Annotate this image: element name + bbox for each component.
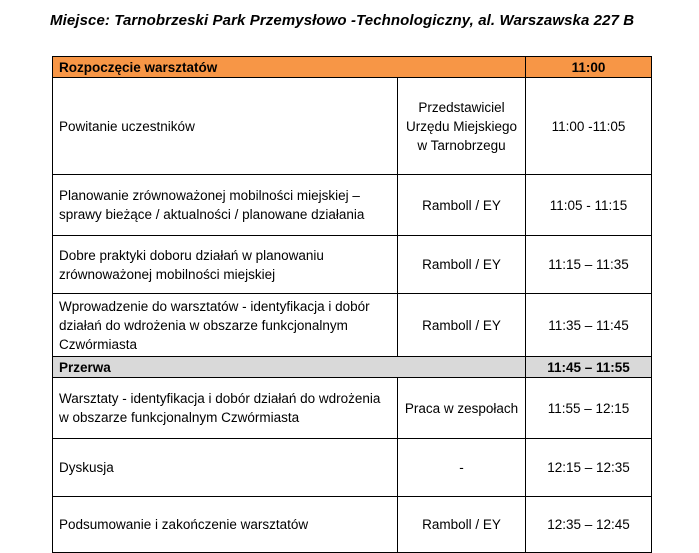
agenda-time: 12:35 – 12:45: [526, 497, 652, 553]
agenda-time: 11:55 – 12:15: [526, 378, 652, 439]
opening-row: [53, 57, 652, 78]
opening-label: Rozpoczęcie warsztatów: [53, 57, 526, 78]
agenda-topic: Podsumowanie i zakończenie warsztatów: [53, 497, 398, 553]
agenda-topic: Wprowadzenie do warsztatów - identyfikacja i dobór działań do wdrożenia w obszarze funkcjonalnym Czwórmiasta: [53, 294, 398, 357]
agenda-topic: Dobre praktyki doboru działań w planowaniu zrównoważonej mobilności miejskiej: [53, 236, 398, 294]
agenda-presenter: Ramboll / EY: [398, 175, 526, 236]
break-time: 11:45 – 11:55: [526, 357, 652, 378]
agenda-topic: Planowanie zrównoważonej mobilności miejskiej – sprawy bieżące / aktualności / planowane działania: [53, 175, 398, 236]
agenda-presenter: Przedstawiciel Urzędu Miejskiego w Tarnobrzegu: [398, 78, 526, 175]
agenda-presenter: Ramboll / EY: [398, 497, 526, 553]
agenda-time: 11:00 -11:05: [526, 78, 652, 175]
agenda-presenter: Ramboll / EY: [398, 294, 526, 357]
agenda-time: 11:15 – 11:35: [526, 236, 652, 294]
agenda-row: [53, 294, 652, 357]
agenda-table: [52, 56, 652, 553]
location-heading: Miejsce: Tarnobrzeski Park Przemysłowo -Technologiczny, al. Warszawska 227 B: [50, 12, 635, 29]
opening-time: 11:00: [526, 57, 652, 78]
agenda-topic: Warsztaty - identyfikacja i dobór działań do wdrożenia w obszarze funkcjonalnym Czwórmiasta: [53, 378, 398, 439]
break-label: Przerwa: [53, 357, 526, 378]
agenda-presenter: Ramboll / EY: [398, 236, 526, 294]
agenda-presenter: -: [398, 439, 526, 497]
agenda-topic: Powitanie uczestników: [53, 78, 398, 175]
agenda-row: [53, 78, 652, 175]
agenda-row: [53, 175, 652, 236]
agenda-time: 12:15 – 12:35: [526, 439, 652, 497]
break-row: [53, 357, 652, 378]
agenda-row: [53, 439, 652, 497]
agenda-row: [53, 378, 652, 439]
agenda-presenter: Praca w zespołach: [398, 378, 526, 439]
agenda-topic: Dyskusja: [53, 439, 398, 497]
agenda-row: [53, 497, 652, 553]
agenda-time: 11:35 – 11:45: [526, 294, 652, 357]
agenda-time: 11:05 - 11:15: [526, 175, 652, 236]
agenda-row: [53, 236, 652, 294]
